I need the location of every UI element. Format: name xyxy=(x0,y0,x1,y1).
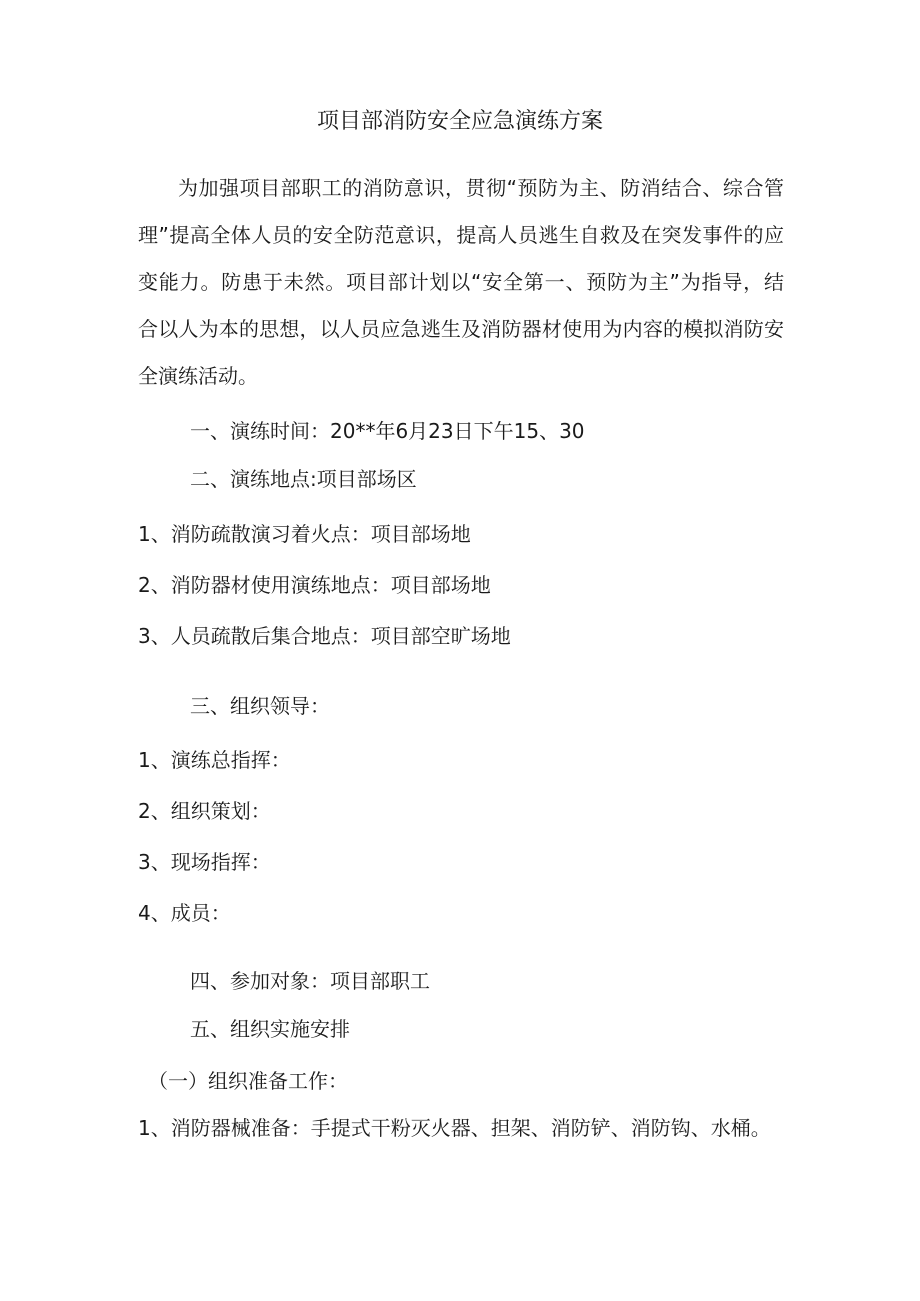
document-title: 项目部消防安全应急演练方案 xyxy=(316,109,603,134)
section-drill-location: 二、演练地点:项目部场区 xyxy=(190,467,417,491)
role-item: 2、组织策划： xyxy=(138,799,271,823)
section-participants: 四、参加对象：项目部职工 xyxy=(190,969,430,993)
intro-line: 为加强项目部职工的消防意识，贯彻“预防为主、防消结合、综合管 xyxy=(178,176,784,200)
intro-paragraph xyxy=(138,176,784,411)
location-item: 3、人员疏散后集合地点：项目部空旷场地 xyxy=(138,624,511,648)
role-item: 3、现场指挥： xyxy=(138,850,271,874)
section-drill-time: 一、演练时间：20**年6月23日下午15、30 xyxy=(190,419,585,443)
section-implementation: 五、组织实施安排 xyxy=(190,1017,350,1041)
location-item: 2、消防器材使用演练地点：项目部场地 xyxy=(138,573,491,597)
intro-line: 理”提高全体人员的安全防范意识，提高人员逃生自救及在突发事件的应 xyxy=(138,223,784,247)
prep-item: 1、消防器械准备：手提式干粉灭火器、担架、消防铲、消防钩、水桶。 xyxy=(138,1116,771,1140)
intro-line: 变能力。防患于未然。项目部计划以“安全第一、预防为主”为指导，结 xyxy=(138,270,784,294)
section-organization: 三、组织领导： xyxy=(190,694,330,718)
location-item: 1、消防疏散演习着火点：项目部场地 xyxy=(138,522,471,546)
role-item: 4、成员： xyxy=(138,901,231,925)
intro-line: 全演练活动。 xyxy=(138,364,258,388)
role-item: 1、演练总指挥： xyxy=(138,748,291,772)
intro-line: 合以人为本的思想，以人员应急逃生及消防器材使用为内容的模拟消防安 xyxy=(138,317,784,341)
subsection-preparation: （一）组织准备工作： xyxy=(148,1069,348,1093)
